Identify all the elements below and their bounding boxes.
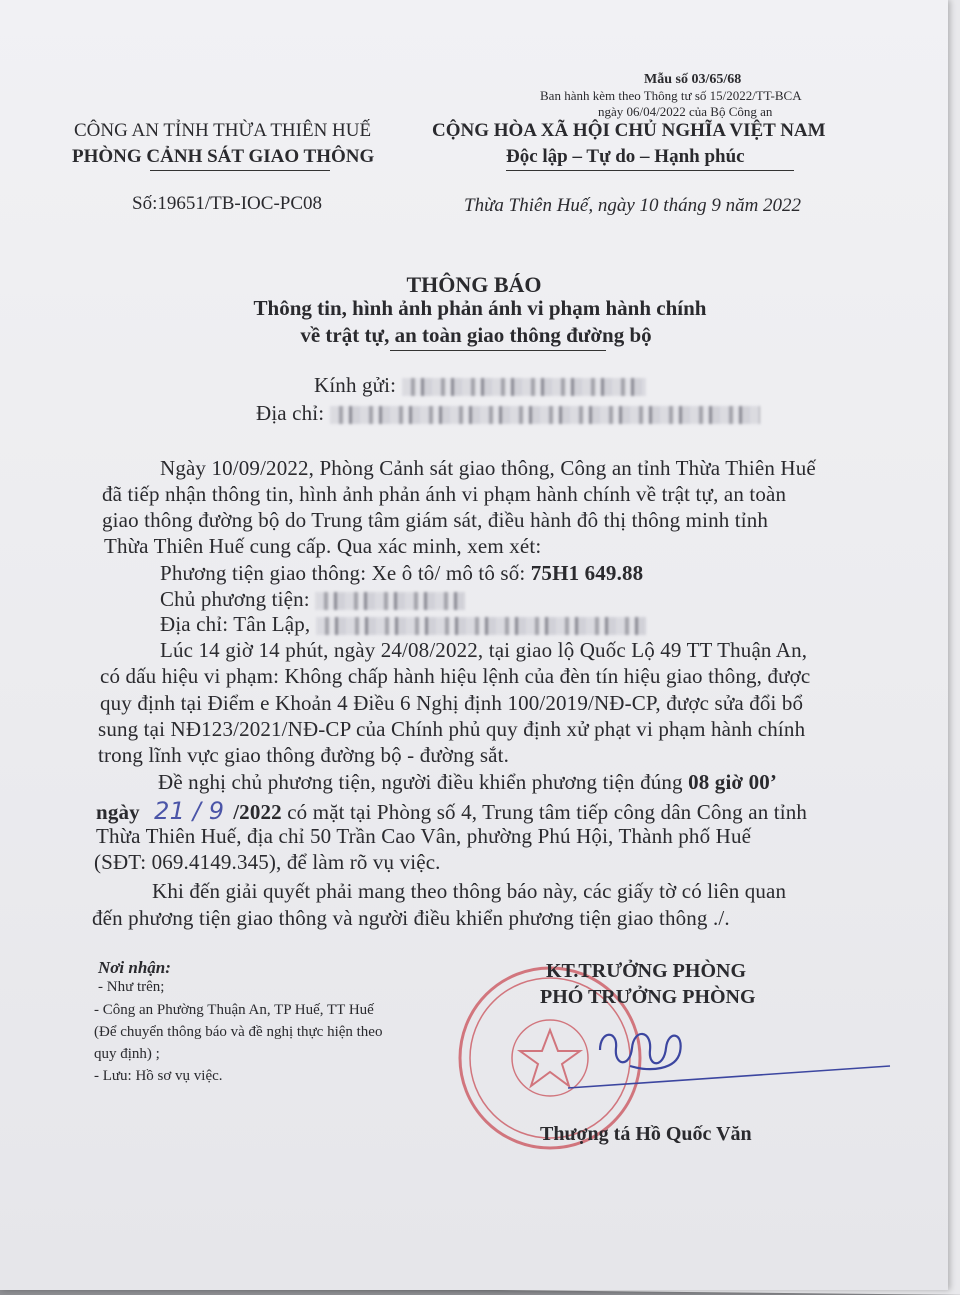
nation-motto: Độc lập – Tự do – Hạnh phúc — [506, 146, 745, 167]
appointment-year: /2022 — [233, 800, 282, 824]
form-ref-line2: ngày 06/04/2022 của Bộ Công an — [598, 104, 773, 119]
recipients-line4: quy định) ; — [94, 1046, 160, 1062]
vehicle-line — [160, 561, 643, 586]
recipients-heading: Nơi nhận: — [98, 958, 171, 977]
handwritten-date: 21 / 9 — [154, 797, 225, 825]
notice-subtitle-1: Thông tin, hình ảnh phản ánh vi phạm hành chính — [253, 296, 707, 320]
recipient-address-label: Địa chỉ: — [256, 401, 325, 425]
vehicle-plate: 75H1 649.88 — [530, 561, 644, 585]
p1-line1: Ngày 10/09/2022, Phòng Cảnh sát giao thông, Công an tỉnh Thừa Thiên Huế — [160, 456, 816, 480]
redacted-recipient-name — [402, 378, 646, 396]
signature-title-1: KT.TRƯỞNG PHÒNG — [546, 960, 746, 982]
issuer-agency: CÔNG AN TỈNH THỪA THIÊN HUẾ — [74, 120, 372, 141]
p3-line2 — [96, 797, 807, 825]
doc-number: Số:19651/TB-IOC-PC08 — [132, 193, 323, 214]
p4-line2: đến phương tiện giao thông và người điều khiển phương tiện giao thông ./. — [92, 906, 730, 930]
p2-line5: trong lĩnh vực giao thông đường bộ - đường sắt. — [98, 743, 510, 767]
signature-title-2: PHÓ TRƯỞNG PHÒNG — [540, 986, 756, 1008]
owner-address-label: Địa chỉ: Tân Lập, — [160, 612, 311, 636]
recipients-line1: - Như trên; — [98, 979, 165, 995]
p3-line2-rest: có mặt tại Phòng số 4, Trung tâm tiếp công dân Công an tỉnh — [287, 800, 808, 824]
issuer-department: PHÒNG CẢNH SÁT GIAO THÔNG — [72, 146, 375, 167]
appointment-day-label: ngày — [96, 800, 140, 824]
p2-line1: Lúc 14 giờ 14 phút, ngày 24/08/2022, tại giao lộ Quốc Lộ 49 TT Thuận An, — [160, 638, 808, 662]
recipients-line5: - Lưu: Hồ sơ vụ việc. — [94, 1068, 223, 1084]
p2-line4: sung tại NĐ123/2021/NĐ-CP của Chính phủ quy định xử phạt vi phạm hành chính — [98, 717, 806, 741]
p1-line4: Thừa Thiên Huế cung cấp. Qua xác minh, xem xét: — [104, 534, 542, 558]
notice-heading: THÔNG BÁO — [406, 272, 542, 297]
redacted-owner-name — [315, 592, 465, 610]
p3-line1-text: Đề nghị chủ phương tiện, người điều khiển phương tiện đúng — [158, 770, 683, 794]
owner-line — [160, 587, 465, 612]
p1-line2: đã tiếp nhận thông tin, hình ảnh phản ánh vi phạm hành chính về trật tự, an toàn — [102, 482, 787, 506]
department-underline — [150, 170, 330, 171]
redacted-recipient-address — [330, 406, 760, 424]
recipient-to — [314, 373, 646, 398]
p2-line3: quy định tại Điểm e Khoản 4 Điều 6 Nghị định 100/2019/NĐ-CP, được sửa đổi bổ — [100, 691, 804, 715]
nation-name: CỘNG HÒA XÃ HỘI CHỦ NGHĨA VIỆT NAM — [432, 120, 826, 141]
recipients-line3: (Để chuyển thông báo và đề nghị thực hiện theo — [94, 1024, 383, 1040]
handwritten-signature — [560, 1010, 920, 1100]
form-number: Mẫu số 03/65/68 — [644, 72, 742, 87]
form-ref-line1: Ban hành kèm theo Thông tư số 15/2022/TT-BCA — [540, 88, 802, 103]
recipient-address — [256, 401, 760, 426]
p3-line1 — [158, 770, 777, 795]
vehicle-label: Phương tiện giao thông: Xe ô tô/ mô tô số: — [160, 561, 526, 585]
recipient-to-label: Kính gửi: — [314, 373, 397, 397]
owner-label: Chủ phương tiện: — [160, 587, 310, 611]
owner-address-line — [160, 612, 646, 637]
signer-name: Thượng tá Hồ Quốc Văn — [540, 1123, 752, 1145]
place-date: Thừa Thiên Huế, ngày 10 tháng 9 năm 2022 — [464, 195, 802, 216]
motto-underline — [506, 170, 794, 171]
appointment-time: 08 giờ 00’ — [688, 770, 778, 794]
p3-line3: Thừa Thiên Huế, địa chỉ 50 Trần Cao Vân, phường Phú Hội, Thành phố Huế — [96, 824, 752, 848]
p1-line3: giao thông đường bộ do Trung tâm giám sát, điều hành đô thị thông minh tỉnh — [102, 508, 769, 532]
p4-line1: Khi đến giải quyết phải mang theo thông báo này, các giấy tờ có liên quan — [152, 879, 787, 903]
notice-subtitle-2: về trật tự, an toàn giao thông đường bộ — [300, 323, 652, 347]
redacted-owner-address — [316, 617, 646, 635]
title-underline — [390, 350, 606, 351]
p3-line4: (SĐT: 069.4149.345), để làm rõ vụ việc. — [94, 850, 441, 874]
recipients-line2: - Công an Phường Thuận An, TP Huế, TT Huế — [94, 1002, 374, 1018]
p2-line2: có dấu hiệu vi phạm: Không chấp hành hiệu lệnh của đèn tín hiệu giao thông, được — [100, 664, 811, 688]
